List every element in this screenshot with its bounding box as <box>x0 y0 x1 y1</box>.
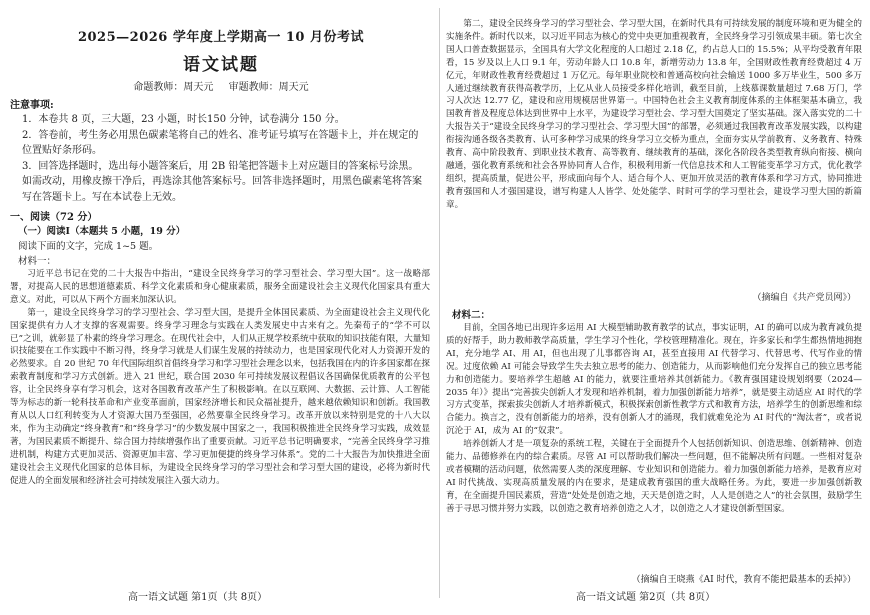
reviewer-label: 审题教师：周天元 <box>228 82 309 93</box>
left-page <box>8 0 434 615</box>
notice-item: 3．回答选择题时，选出每小题答案后，用 2B 铅笔把答题卡上对应题目的答案标号涂黑。如需改动，用橡皮擦干净后，再选涂其他答案标号。回答非选择题时，用黑色碳素笔将答案写在答题卡上。写在本试卷上无效。 <box>22 160 422 203</box>
paragraph: 第二，建设全民终身学习的学习型社会、学习型大国，在新时代具有可持续发展的制度环境和更为健全的实施条件。新时代以来，以习近平同志为核心的党中央更加重视教育，全民终身学习引领成果丰硕。第七次全国人口普查数据显示，全国具有大学文化程度的人口超过 2.18 亿，约占总人口的 15.5%；从平均受教育年限看，15 岁及以上人口 9.1 年，劳动年龄人口 10.8 年，新增劳动力 13.8 年，全国财政性教育经费超过 4 万亿元，年财政性教育经费超过 1 万亿元。每年职业院校和普通高校向社会输送 1000 多万毕业生，500 多万人通过继续教育获得高教学历，上亿从业人员接受多样化培训，截至目前，上线慕课数量超过 7.68 万门，学习人次达 12.77 亿，建设和应用规模居世界第一。中国特色社会主义教育制度体系的主体框架基本确立，我国教育普及程度总体达到世界中上水平，为建设学习型社会、学习型大国奠定了坚实基础。深入落实党的二十大报告关于“建设全民终身学习的学习型社会、学习型大国”的部署，必须通过我国教育改革发展实践，以构建衔接沟通各级各类教育、认可多种学习成果的终身学习立交桥为重点，全面夯实从学前教育、义务教育、特殊教育、高中阶段教育、到职业技术教育、高等教育、继续教育的基础，深化各阶段各类型教育纵向衔接、横向融通，强化教育系统和社会各界协同育人合作，积极利用新一代信息技术和人工智能变革学习方式，优化教学组织，提高质量，促进公平，形成面向每个人、适合每个人、更加开放灵活的教育体系和学习方式，协同推进教育强国和人才强国建设，谱写构建人人皆学、处处能学、时时可学的学习型社会，建设学习型大国的新篇章。 <box>446 19 862 210</box>
right-page <box>446 0 864 615</box>
author-line <box>8 78 434 93</box>
material-one-label: 材料一： <box>18 256 57 267</box>
instruction-line: 阅读下面的文字，完成 1~5 题。 <box>18 241 159 252</box>
paragraph: 第一，建设全民终身学习的学习型社会、学习型大国，是提升全体国民素质、为全面建设社会主义现代化国家提供有力人才支撑的客观需要。终身学习理念与实践在人类发展史中古来有之。先秦荀子的“学不可以已”之训，就彰显了朴素的终身学习理念。在现代社会中，人们从正规学校系统中获取的知识技能有限，大量知识技能要在工作实践中不断习得，终身学习就是人们谋生发展的持续动力，也是国家现代化对人力资源开发的必然要求。自 20 世纪 70 年代国际组织首倡终身学习和学习型社会理念以来，包括我国在内的许多国家都在探索教育制度和学习方式创新。进入 21 世纪，联合国 2030 年可持续发展议程倡议各国确保优质教育的公平包容，让全民终身享有学习机会，这对各国教育改革产生了积极影响。在以互联网、大数据、云计算、人工智能等为标志的新一轮科技革命和产业变革面前，国家经济增长和民众福祉提升，越来越依赖知识和创新。我国教育从以人口红利转变为人才资源大国乃至强国，必然要靠全民终身学习。改革开放以来特别是党的十八大以来，作为主动确定“终身教育”和“终身学习”的少数发展中国家之一，我国积极推进全民终身学习实践，成效显著，为国民素质不断提升、综合国力持续增强作出了重要贡献。习近平总书记明确要求，“完善全民终身学习推进机制，构建方式更加灵活、资源更加丰富、学习更加便捷的终身学习体系”。党的二十大报告为加快推进全面建设社会主义现代化国家的总体目标，为建设全民终身学习的学习型社会和学习型大国的建设，必将为新时代促进人的全面发展和经济社会可持续发展注入强大动力。 <box>10 307 430 486</box>
material-two-label: 材料二： <box>452 310 491 321</box>
subsection-heading: （一）阅读Ⅰ（本题共 5 小题，19 分） <box>18 226 186 237</box>
notice-item: 1．本卷共 8 页，三大题，23 小题，时长150 分钟，试卷满分 150 分。 <box>22 114 345 125</box>
exam-title: 2025—2026 学年度上学期高一 10 月份考试 <box>77 30 365 45</box>
notice-heading: 注意事项: <box>10 100 54 111</box>
notice-list <box>22 112 428 205</box>
proposer-label: 命题教师：周天元 <box>133 82 214 93</box>
notice-item: 2．答卷前，考生务必用黑色碳素笔将自己的姓名、准考证号填写在答题卡上，并在规定的位置贴好条形码。 <box>22 129 419 156</box>
section-heading: 一、阅读（72 分） <box>10 212 98 223</box>
material-one-text <box>10 268 430 580</box>
material-one-continued <box>446 18 862 276</box>
column-divider <box>439 8 440 598</box>
page-footer: 高一语文试题 第2页（共 8页） <box>576 592 716 603</box>
page-footer: 高一语文试题 第1页（共 8页） <box>128 592 268 603</box>
paragraph: 目前，全国各地已出现许多运用 AI 大模型辅助教育教学的试点，事实证明，AI 的确可以成为教育减负提质的好帮手，助力教师教学高质量，学生学习个性化，学校管理精准化。现在，许多家长和学生都热情地拥抱 AI，充分地学 AI、用 AI，但也出现了儿事都咨询 AI，甚至直接用 AI 代替学习、代替思考、代写作业的情况。过度依赖 AI 可能会导致学生失去独立思考的能力、创造能力，从而影响他们充分发挥自己的独立思考能力和创造能力。要培养学生超越 AI 的能力，就要注重培养其创新能力。《教育强国建设规划纲要（2024—2035 年）》提出“完善拔尖创新人才发现和培养机制，着力加强创新能力培养”，就是要主动适应 AI 时代的学习方式变革，探索拔尖创新人才培养新模式，积极探索创新性教学方式和教育方法，培养学生的创新思维和综合能力。换言之，没有创新能力的培养，没有创新人才的涌现，我们就难免沦为 AI 时代的“淘汰者”，或者说沉沦于 AI，成为 AI 的“奴隶”。 <box>446 323 862 437</box>
paragraph: 习近平总书记在党的二十大报告中指出，“建设全民终身学习的学习型社会、学习型大国”。这一战略部署，对提高人民的思想道德素质、科学文化素质和身心健康素质，服务全面建设社会主义现代化国家具有重大意义。对此，可以从下两个方面来加深认识。 <box>10 269 430 305</box>
subject-title: 语文试题 <box>183 55 259 75</box>
source-citation: （摘编自《共产党员网》） <box>752 293 856 303</box>
material-two-text <box>446 322 862 567</box>
paragraph: 培养创新人才是一项复杂的系统工程，关键在于全面提升个人包括创新知识、创造思维、创新精神、创造能力、品德修养在内的综合素质。尽管 AI 可以帮助我们解决一些问题，但不能解决所有问题。一些相对复杂或者模糊的活动问题，依然需要人类的深度理解、专业知识和创造能力。着力加强创新能力培养，是教育应对 AI 时代挑战、实现高质量发展的内在要求，是建成教育强国的重大战略任务。为此，要进一步加强创新教育，在全面提升国民素质，营造“处处是创造之地，天天是创造之时，人人是创造之人”的社会氛围，鼓励学生善于寻思习惯并努力实践，以创造之教育培养创造之人才，以创造之人才建设创新型国家。 <box>446 439 862 514</box>
source-citation: （摘编自王晓燕《AI 时代，教育不能把最基本的丢掉》） <box>631 575 856 585</box>
